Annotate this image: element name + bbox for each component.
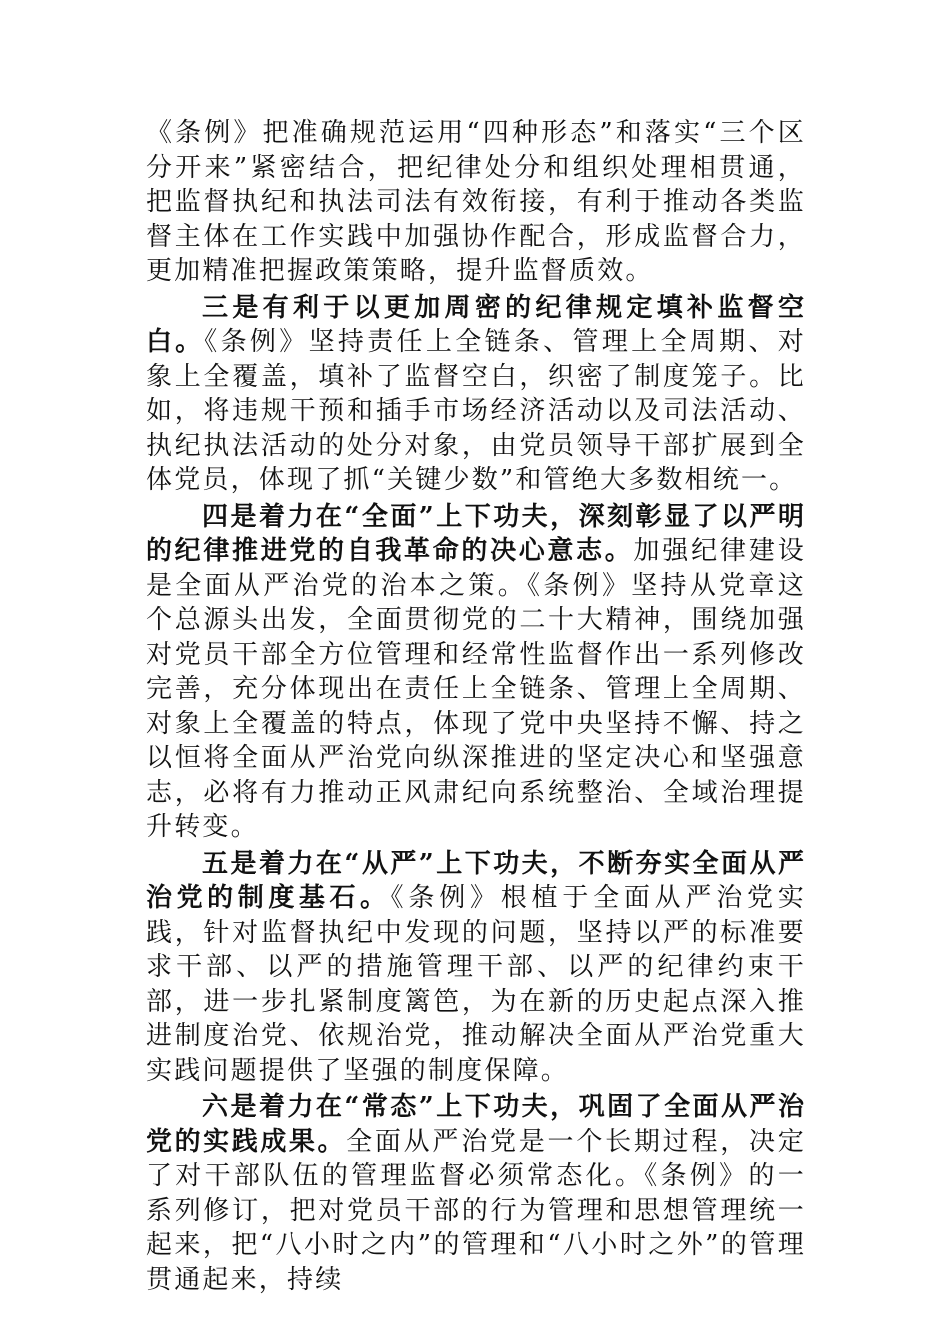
paragraph-5	[146, 1090, 806, 1297]
paragraph-5-heading: 六是着力在“常态”上下功夫，巩固了全面从严治党的实践成果。	[146, 1092, 806, 1157]
paragraph-1	[146, 116, 806, 289]
paragraph-4-heading: 五是着力在“从严”上下功夫，不断夯实全面从严治党的制度基石。	[146, 848, 806, 913]
paragraph-2	[146, 291, 806, 498]
paragraph-3-text: 加强纪律建设是全面从严治党的治本之策。《条例》坚持从党章这个总源头出发，全面贯彻党的二十大精神，围绕加强对党员干部全方位管理和经常性监督作出一系列修改完善，充分体现出在责任上全链条、管理上全周期、对象上全覆盖的特点，体现了党中央坚持不懈、持之以恒将全面从严治党向纵深推进的坚定决心和坚强意志，必将有力推动正风肃纪向系统整治、全域治理提升转变。	[146, 536, 806, 842]
paragraph-3-heading: 四是着力在“全面”上下功夫，深刻彰显了以严明的纪律推进党的自我革命的决心意志。	[146, 501, 806, 566]
paragraph-5-text: 全面从严治党是一个长期过程，决定了对干部队伍的管理监督必须常态化。《条例》的一系列修订，把对党员干部的行为管理和思想管理统一起来，把“八小时之内”的管理和“八小时之外”的管理贯通起来，持续	[146, 1126, 806, 1295]
document-page	[146, 116, 806, 1299]
paragraph-2-heading: 三是有利于以更加周密的纪律规定填补监督空白。	[146, 292, 806, 357]
paragraph-4-text: 《条例》根植于全面从严治党实践，针对监督执纪中发现的问题，坚持以严的标准要求干部、以严的措施管理干部、以严的纪律约束干部，进一步扎紧制度篱笆，为在新的历史起点深入推进制度治党、依规治党，推动解决全面从严治党重大实践问题提供了坚强的制度保障。	[146, 883, 806, 1086]
paragraph-4	[146, 847, 806, 1089]
paragraph-2-text: 《条例》坚持责任上全链条、管理上全周期、对象上全覆盖，填补了监督空白，织密了制度笼子。比如，将违规干预和插手市场经济活动以及司法活动、执纪执法活动的处分对象，由党员领导干部扩展到全体党员，体现了抓“关键少数”和管绝大多数相统一。	[146, 327, 806, 495]
paragraph-3	[146, 500, 806, 845]
paragraph-1-text: 《条例》把准确规范运用“四种形态”和落实“三个区分开来”紧密结合，把纪律处分和组织处理相贯通，把监督执纪和执法司法有效衔接，有利于推动各类监督主体在工作实践中加强协作配合，形成监督合力，更加精准把握政策策略，提升监督质效。	[146, 118, 806, 286]
